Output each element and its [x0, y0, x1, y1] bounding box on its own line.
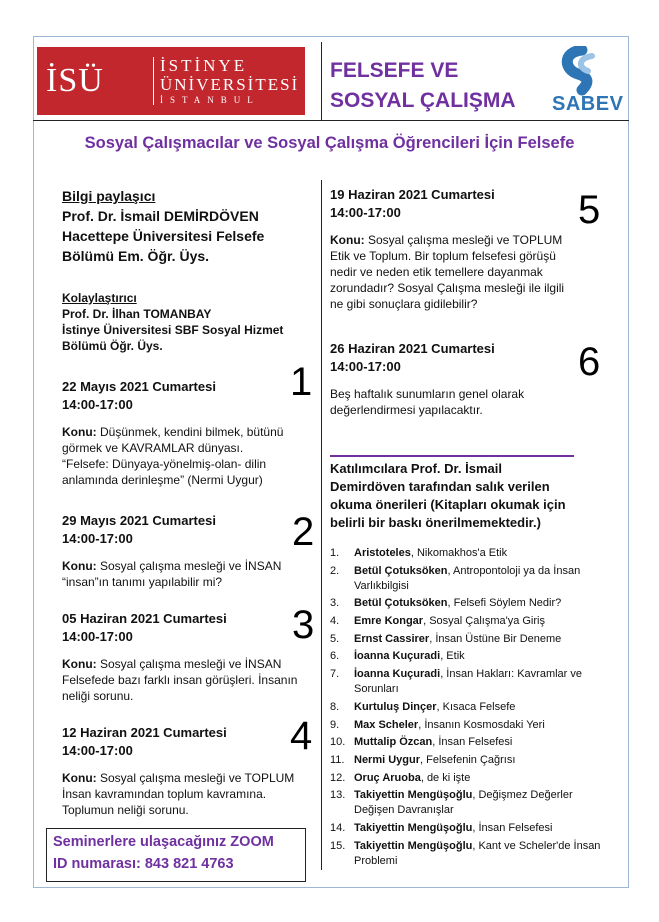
- session-time: 14:00-17:00: [330, 359, 401, 374]
- session-number: 4: [290, 714, 313, 758]
- session-time: 14:00-17:00: [330, 205, 401, 220]
- facilitator-affiliation: İstinye Üniversitesi SBF Sosyal Hizmet: [62, 323, 284, 337]
- session-topic: ne gibi sonuçlara gidilebilir?: [330, 297, 478, 311]
- session-number: 5: [578, 188, 601, 232]
- facilitator-heading: Kolaylaştırıcı: [62, 291, 137, 305]
- session-block: [330, 340, 575, 418]
- session-date: 05 Haziran 2021 Cumartesi: [62, 611, 227, 626]
- list-item: 12. Oruç Aruoba, de ki işte: [330, 771, 471, 784]
- list-item: 15. Takiyettin Mengüşoğlu, Kant ve Scheler'de İnsan Problemi: [330, 839, 601, 867]
- section-divider: [330, 455, 574, 457]
- page-title: FELSEFE VE SOSYAL ÇALIŞMA: [330, 59, 516, 112]
- list-item: 1. Aristoteles, Nikomakhos'a Etik: [330, 547, 508, 559]
- list-item: 8. Kurtuluş Dinçer, Kısaca Felsefe: [330, 700, 516, 713]
- sabev-logo-text: SABEV: [552, 93, 624, 115]
- session-time: 14:00-17:00: [62, 629, 133, 644]
- list-item: 13. Takiyettin Mengüşoğlu, Değişmez Değerler Değişen Davranışlar: [330, 789, 573, 817]
- session-topic: Beş haftalık sunumların genel olarak: [330, 387, 525, 401]
- zoom-info-text: Seminerlere ulaşacağınız ZOOM: [53, 834, 274, 850]
- header-rule: [33, 120, 629, 121]
- presenter-heading: Bilgi paylaşıcı: [62, 188, 156, 204]
- logo-abbreviation: İSÜ: [46, 62, 104, 99]
- session-topic: anlamında derinleşme” (Nermi Uygur): [62, 473, 263, 487]
- session-topic: Sosyal çalışma mesleği ve İNSAN: [100, 559, 282, 573]
- session-topic: “insan”ın tanımı yapılabilir mi?: [62, 575, 223, 589]
- logo-word-universitesi: ÜNİVERSİTESİ: [160, 75, 300, 94]
- topic-label: Konu:: [62, 559, 97, 573]
- facilitator-affiliation: Bölümü Öğr. Üys.: [62, 339, 163, 353]
- topic-label: Konu:: [62, 771, 97, 785]
- logo-word-istinye: İSTİNYE: [160, 56, 248, 75]
- session-block: [330, 186, 575, 312]
- list-item: 9. Max Scheler, İnsanın Kosmosdaki Yeri: [330, 718, 545, 731]
- session-topic: görmek ve KAVRAMLAR dünyası.: [62, 441, 244, 455]
- zoom-info-box: [46, 828, 306, 882]
- session-block: [62, 510, 315, 590]
- presenter-name: Prof. Dr. İsmail DEMİRDÖVEN: [62, 208, 259, 224]
- zoom-id: ID numarası: 843 821 4763: [53, 856, 234, 872]
- reading-list: [330, 546, 615, 871]
- session-topic: Sosyal çalışma mesleği ve TOPLUM: [100, 771, 295, 785]
- list-item: 4. Emre Kongar, Sosyal Çalışma'ya Giriş: [330, 615, 545, 628]
- list-item: 7. İoanna Kuçuradi, İnsan Hakları: Kavramlar ve Sorunları: [330, 668, 583, 696]
- list-item: 5. Ernst Cassirer, İnsan Üstüne Bir Deneme: [330, 632, 562, 645]
- session-topic: Sosyal çalışma mesleği ve İNSAN: [100, 657, 282, 671]
- list-item: 14. Takiyettin Mengüşoğlu, İnsan Felsefesi: [330, 821, 553, 834]
- session-topic: Felsefede bazı farklı insan görüşleri. İnsanın: [62, 673, 298, 687]
- list-item: 2. Betül Çotuksöken, Antropontoloji ya da İnsan Varlıkbilgisi: [330, 564, 581, 592]
- list-item: 6. İoanna Kuçuradi, Etik: [330, 650, 465, 663]
- list-item: 10. Muttalip Özcan, İnsan Felsefesi: [330, 736, 513, 749]
- session-date: 22 Mayıs 2021 Cumartesi: [62, 379, 216, 394]
- presenter-block: [62, 186, 264, 266]
- session-date: 19 Haziran 2021 Cumartesi: [330, 187, 495, 202]
- session-block: [62, 724, 312, 818]
- reading-heading: Katılımcılara Prof. Dr. İsmail Demirdöven tarafından salık verilen okuma önerileri (Kitapları okumak için belirli bir baskı önerilmemektedir.): [330, 461, 566, 530]
- header-divider: [321, 42, 322, 120]
- session-time: 14:00-17:00: [62, 397, 133, 412]
- list-item: 11. Nermi Uygur, Felsefenin Çağrısı: [330, 753, 516, 766]
- topic-label: Konu:: [62, 425, 97, 439]
- facilitator-block: [62, 290, 283, 354]
- session-topic: değerlendirmesi yapılacaktır.: [330, 403, 483, 417]
- session-date: 29 Mayıs 2021 Cumartesi: [62, 513, 216, 528]
- session-topic: Etik ve Toplum. Bir toplum felsefesi görüşü: [330, 249, 556, 263]
- session-topic: Düşünmek, kendini bilmek, bütünü: [100, 425, 284, 439]
- session-topic: nedir ve neden etik temellere dayanmak: [330, 265, 543, 279]
- logo-word-istanbul: İSTANBUL: [160, 95, 260, 105]
- topic-label: Konu:: [330, 233, 365, 247]
- presenter-affiliation: Bölümü Em. Öğr. Üys.: [62, 248, 210, 264]
- facilitator-name: Prof. Dr. İlhan TOMANBAY: [62, 307, 212, 321]
- session-topic: İnsan kavramından toplum kavramına.: [62, 787, 267, 801]
- session-topic: Sosyal çalışma mesleği ve TOPLUM: [368, 233, 563, 247]
- session-topic: neliği sorunu.: [62, 689, 134, 703]
- topic-label: Konu:: [62, 657, 97, 671]
- page-subtitle: Sosyal Çalışmacılar ve Sosyal Çalışma Öğrencileri İçin Felsefe: [84, 134, 575, 152]
- session-topic: zorundadır? Sosyal Çalışma mesleği ile ilgili: [330, 281, 565, 295]
- session-number: 6: [578, 340, 601, 384]
- session-block: [62, 610, 312, 704]
- session-date: 26 Haziran 2021 Cumartesi: [330, 341, 495, 356]
- session-number: 1: [290, 360, 313, 404]
- session-date: 12 Haziran 2021 Cumartesi: [62, 725, 227, 740]
- istinye-university-logo: [37, 47, 305, 115]
- session-topic: “Felsefe: Dünyaya-yönelmiş-olan- dilin: [62, 457, 267, 471]
- session-time: 14:00-17:00: [62, 743, 133, 758]
- session-topic: Toplumun neliği sorunu.: [62, 803, 189, 817]
- column-divider: [321, 180, 322, 870]
- list-item: 3. Betül Çotuksöken, Felsefi Söylem Nedir?: [330, 597, 562, 610]
- session-number: 3: [292, 603, 315, 647]
- presenter-affiliation: Hacettepe Üniversitesi Felsefe: [62, 228, 265, 244]
- session-block: [62, 378, 312, 488]
- session-time: 14:00-17:00: [62, 531, 133, 546]
- session-number: 2: [292, 510, 315, 554]
